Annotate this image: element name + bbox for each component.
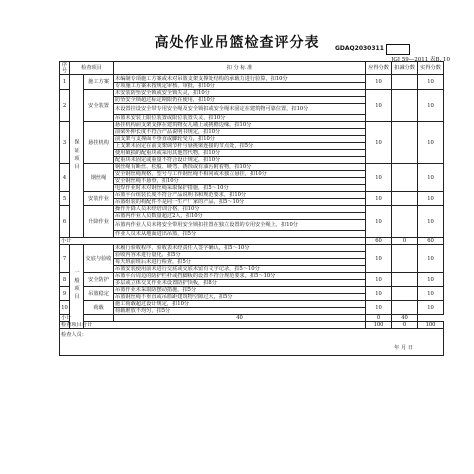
row-standard: 吊篮组装的构配件不是同一生产厂家的产品，扣5～10分	[114, 199, 366, 206]
row-standard: 安全钢丝绳不悬垂，扣10分	[114, 178, 366, 185]
total-due: 100	[366, 322, 392, 329]
row-actual: 10	[418, 90, 444, 122]
row-actual: 10	[418, 75, 444, 90]
row-number: 2	[60, 90, 70, 122]
table-header-row	[60, 62, 444, 75]
row-actual: 10	[418, 245, 444, 273]
row-standard: 配重块未固定或重量不符合设计规定，扣10分	[114, 157, 366, 164]
row-number: 6	[60, 206, 70, 238]
subtotal-label: 小计	[60, 238, 366, 245]
row-standard: 悬挂机构前支架支撑在建筑物女儿墙上或挑檐边缘，扣10分	[114, 122, 366, 129]
total-deducted: 0	[392, 322, 418, 329]
row-deducted[interactable]	[392, 206, 418, 238]
row-item: 安装作业	[84, 192, 114, 206]
table-row	[60, 122, 444, 129]
table-row	[60, 245, 444, 252]
subtotal-row	[60, 238, 444, 245]
header-seq: 序号	[60, 62, 70, 75]
table-row	[60, 206, 444, 213]
group-guarantee: 保证项目	[70, 75, 84, 238]
row-deducted[interactable]	[392, 90, 418, 122]
row-item: 安全防护	[84, 273, 114, 287]
row-number: 8	[60, 273, 70, 287]
table-row	[60, 90, 444, 97]
row-deducted[interactable]	[392, 273, 418, 287]
table-row	[60, 301, 444, 308]
row-standard: 上支架未固定在前支架调节杆与悬挑梁连接的节点处，扣5分	[114, 143, 366, 150]
row-actual: 10	[418, 192, 444, 206]
row-standard: 安全钢丝绳规格、型号与工作钢丝绳不相同或未独立悬挂，扣10分	[114, 171, 366, 178]
row-standard: 专项施工方案未按规定审核、审批，扣10分	[114, 83, 366, 90]
row-standard: 吊篮安装使用前未进行交底或交底未留有文字记录，扣5～10分	[114, 266, 366, 273]
subtotal-label: 小计	[60, 315, 114, 322]
row-standard: 每天班前班后未进行检查，扣5分	[114, 259, 366, 266]
row-number: 1	[60, 75, 70, 90]
row-standard: 前支架与支撑面不垂直或脚轮受力，扣10分	[114, 136, 366, 143]
row-number: 10	[60, 301, 70, 315]
header-deduction: 扣 分 标 准	[114, 62, 366, 75]
row-actual: 10	[418, 287, 444, 301]
row-deducted[interactable]	[392, 75, 418, 90]
row-number: 4	[60, 164, 70, 192]
row-item: 吊篮稳定	[84, 287, 114, 301]
row-standard: 吊篮平台周边的防护栏杆或挡脚板的设置不符合规范要求，扣5～10分	[114, 273, 366, 280]
row-standard: 前梁外伸长度不符合产品说明书规定，扣10分	[114, 129, 366, 136]
row-actual: 10	[418, 206, 444, 238]
row-deducted[interactable]	[392, 301, 418, 315]
inspector-label[interactable]: 检查人员：	[60, 329, 444, 341]
table-row	[60, 273, 444, 280]
header-due: 应得分数	[366, 62, 392, 75]
row-item: 安全装置	[84, 90, 114, 122]
subtotal-deducted: 0	[392, 238, 418, 245]
form-code-box[interactable]	[386, 44, 410, 55]
row-due: 10	[366, 245, 392, 273]
row-due: 10	[366, 192, 392, 206]
subtotal-due: 60	[366, 238, 392, 245]
row-item: 施工方案	[84, 75, 114, 90]
row-standard: 吊篮平台组装长度不符合产品说明书和规范要求，扣10分	[114, 192, 366, 199]
row-standard: 未编制专项施工方案或未对吊篮支架支撑处结构的承载力进行验算，扣10分	[114, 75, 366, 83]
row-standard: 未设置挂设安全带专用安全绳及安全锁扣或安全绳未固定在建筑物可靠位置，扣10分	[114, 104, 366, 115]
table-row	[60, 287, 444, 294]
row-standard: 施工荷载超过设计规定，扣10分	[114, 301, 366, 308]
row-due: 10	[366, 122, 392, 164]
row-standard: 钢丝绳有断丝、松股、硬弯、锈蚀或有油污附着物，扣10分	[114, 164, 366, 171]
row-number: 5	[60, 192, 70, 206]
row-actual: 10	[418, 273, 444, 287]
row-due: 10	[366, 206, 392, 238]
row-item: 钢丝绳	[84, 164, 114, 192]
row-due: 10	[366, 287, 392, 301]
header-actual: 实得分数	[418, 62, 444, 75]
row-standard: 吊篮作业未采取防摆动措施，扣5分	[114, 287, 366, 294]
subtotal-row	[60, 315, 444, 322]
date-row	[60, 341, 444, 356]
row-standard: 操作升降人员未经培训合格，扣10分	[114, 206, 366, 213]
row-actual: 10	[418, 301, 444, 315]
row-item: 交底与验收	[84, 245, 114, 273]
inspection-date[interactable]: 年 月 日	[60, 341, 444, 356]
inspector-row	[60, 329, 444, 341]
form-code: GDAQ2030311	[335, 45, 384, 52]
standard-reference: JGJ 59—2011 表B. 10	[391, 57, 450, 63]
row-actual: 10	[418, 122, 444, 164]
row-item: 升降作业	[84, 206, 114, 238]
row-standard: 多层或立体交叉作业未设置防护顶板，扣8分	[114, 280, 366, 287]
header-item: 检查项目	[70, 62, 114, 75]
table-row	[60, 192, 444, 199]
row-due: 10	[366, 301, 392, 315]
subtotal-due: 40	[114, 315, 366, 322]
table-row	[60, 164, 444, 171]
row-standard: 吊篮内作业人员数量超过2人，扣10分	[114, 213, 366, 220]
row-deducted[interactable]	[392, 122, 418, 164]
row-standard: 防坠安全锁超过标定期限仍在使用，扣10分	[114, 97, 366, 104]
row-standard: 电焊作业时未对钢丝绳采取保护措施，扣5～10分	[114, 185, 366, 192]
page-title: 高处作业吊篮检查评分表	[154, 35, 320, 51]
total-actual: 100	[418, 322, 444, 329]
subtotal-actual: 40	[392, 315, 418, 322]
row-number: 7	[60, 245, 70, 273]
row-standard: 作业人员未从地面进出吊篮，扣5分	[114, 231, 366, 238]
row-item: 悬挂机构	[84, 122, 114, 164]
row-standard: 未安装防坠安全锁或安全锁失灵，扣10分	[114, 90, 366, 97]
total-label: 检查项目合计	[60, 322, 366, 329]
row-item: 荷载	[84, 301, 114, 315]
row-deducted[interactable]	[392, 192, 418, 206]
row-standard: 吊篮内作业人员未将安全带用安全锁扣挂置在独立设置的专用安全绳上，扣10分	[114, 220, 366, 231]
subtotal-deducted: 0	[366, 315, 392, 322]
row-deducted[interactable]	[392, 287, 418, 301]
row-due: 10	[366, 164, 392, 192]
row-standard: 吊篮未安装上限位装置或限位装置失灵，扣10分	[114, 115, 366, 122]
row-standard: 使用破损的配重块或采用其他替代物，扣10分	[114, 150, 366, 157]
row-standard: 验收内容未进行量化，扣5分	[114, 252, 366, 259]
row-actual: 10	[418, 164, 444, 192]
table-row	[60, 75, 444, 83]
header-deducted: 扣减分数	[392, 62, 418, 75]
row-number: 9	[60, 287, 70, 301]
row-standard: 荷载堆放不均匀，扣5分	[114, 308, 366, 315]
row-due: 10	[366, 75, 392, 90]
row-standard: 未履行验收程序，验收表未经责任人签字确认，扣5～10分	[114, 245, 366, 252]
group-general: 一般项目	[70, 245, 84, 329]
row-deducted[interactable]	[392, 245, 418, 273]
score-table	[59, 61, 444, 356]
row-due: 10	[366, 273, 392, 287]
subtotal-actual: 60	[418, 238, 444, 245]
total-row	[60, 322, 444, 329]
row-standard: 吊篮钢丝绳不垂直或吊篮距建筑物空隙过大，扣5分	[114, 294, 366, 301]
row-number: 3	[60, 122, 70, 164]
row-deducted[interactable]	[392, 164, 418, 192]
row-due: 10	[366, 90, 392, 122]
